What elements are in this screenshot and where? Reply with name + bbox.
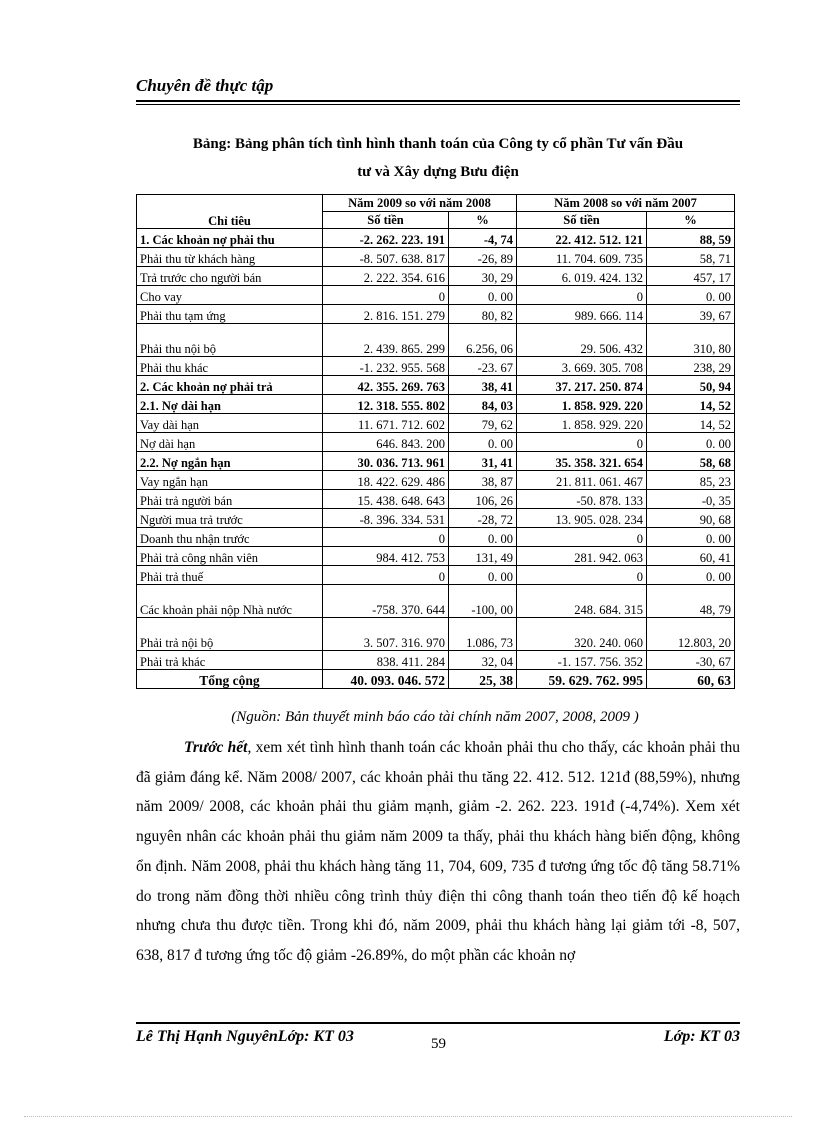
pct-2008-2007: 58, 71 xyxy=(647,248,735,267)
amount-2008-2007: 3. 669. 305. 708 xyxy=(517,357,647,376)
pct-2008-2007: 58, 68 xyxy=(647,452,735,471)
pct-2009-2008: 80, 82 xyxy=(449,305,517,324)
table-row xyxy=(137,376,735,395)
body-paragraph xyxy=(136,733,740,971)
caption-line-2: tư và Xây dựng Bưu điện xyxy=(357,164,519,180)
row-label: Phải thu từ khách hàng xyxy=(137,248,323,267)
table-caption xyxy=(136,130,740,186)
pct-2009-2008: -23. 67 xyxy=(449,357,517,376)
amount-2008-2007: 22. 412. 512. 121 xyxy=(517,229,647,248)
pct-2009-2008: 38, 41 xyxy=(449,376,517,395)
row-label: Các khoản phải nộp Nhà nước xyxy=(137,585,323,618)
row-label: Trả trước cho người bán xyxy=(137,267,323,286)
pct-2008-2007: 85, 23 xyxy=(647,471,735,490)
pct-2009-2008: 79, 62 xyxy=(449,414,517,433)
pct-2008-2007: 12.803, 20 xyxy=(647,618,735,651)
pct-2009-2008: 6.256, 06 xyxy=(449,324,517,357)
table-row xyxy=(137,357,735,376)
table-row xyxy=(137,229,735,248)
row-label: Phải thu khác xyxy=(137,357,323,376)
footer-class: Lớp: KT 03 xyxy=(663,1028,740,1045)
amount-2008-2007: 0 xyxy=(517,528,647,547)
table-row xyxy=(137,585,735,618)
row-label: Cho vay xyxy=(137,286,323,305)
amount-2009-2008: 0 xyxy=(323,566,449,585)
col-header-amount-2: Số tiền xyxy=(517,212,647,229)
pct-2008-2007: 0. 00 xyxy=(647,566,735,585)
row-label: Phải thu nội bộ xyxy=(137,324,323,357)
table-row xyxy=(137,547,735,566)
amount-2009-2008: -2. 262. 223. 191 xyxy=(323,229,449,248)
row-label: Phải trả người bán xyxy=(137,490,323,509)
amount-2008-2007: 320. 240. 060 xyxy=(517,618,647,651)
pct-2009-2008: 0. 00 xyxy=(449,286,517,305)
paragraph-lead: Trước hết xyxy=(184,739,248,756)
row-label: Phải trả nội bộ xyxy=(137,618,323,651)
pct-2009-2008: 106, 26 xyxy=(449,490,517,509)
pct-2009-2008: -100, 00 xyxy=(449,585,517,618)
col-header-amount-1: Số tiền xyxy=(323,212,449,229)
payment-analysis-table xyxy=(136,194,735,689)
table-row xyxy=(137,324,735,357)
amount-2008-2007: 29. 506. 432 xyxy=(517,324,647,357)
table-row xyxy=(137,566,735,585)
amount-2009-2008: 42. 355. 269. 763 xyxy=(323,376,449,395)
pct-2008-2007: 238, 29 xyxy=(647,357,735,376)
table-row xyxy=(137,267,735,286)
col-group-2008-2007: Năm 2008 so với năm 2007 xyxy=(517,195,735,212)
pct-2008-2007: 0. 00 xyxy=(647,433,735,452)
row-label: Nợ dài hạn xyxy=(137,433,323,452)
row-label: Phải trả khác xyxy=(137,651,323,670)
amount-2009-2008: 12. 318. 555. 802 xyxy=(323,395,449,414)
pct-2008-2007: 39, 67 xyxy=(647,305,735,324)
pct-2008-2007: 457, 17 xyxy=(647,267,735,286)
amount-2008-2007: 1. 858. 929. 220 xyxy=(517,395,647,414)
row-label: 2.1. Nợ dài hạn xyxy=(137,395,323,414)
amount-2009-2008: 2. 439. 865. 299 xyxy=(323,324,449,357)
footer-author: Lê Thị Hạnh NguyênLớp: KT 03 xyxy=(136,1028,354,1045)
pct-2008-2007: 90, 68 xyxy=(647,509,735,528)
amount-2008-2007: 248. 684. 315 xyxy=(517,585,647,618)
row-label: Vay ngắn hạn xyxy=(137,471,323,490)
header-rule-thin xyxy=(136,104,740,105)
amount-2009-2008: -758. 370. 644 xyxy=(323,585,449,618)
amount-2009-2008: 11. 671. 712. 602 xyxy=(323,414,449,433)
amount-2008-2007: -50. 878. 133 xyxy=(517,490,647,509)
amount-2008-2007: 6. 019. 424. 132 xyxy=(517,267,647,286)
pct-2009-2008: 0. 00 xyxy=(449,566,517,585)
amount-2008-2007: 0 xyxy=(517,433,647,452)
table-row xyxy=(137,248,735,267)
amount-2008-2007: 1. 858. 929. 220 xyxy=(517,414,647,433)
table-row xyxy=(137,618,735,651)
amount-2008-2007: 35. 358. 321. 654 xyxy=(517,452,647,471)
header-rule xyxy=(136,100,740,102)
amount-2009-2008: 40. 093. 046. 572 xyxy=(323,670,449,689)
pct-2009-2008: 31, 41 xyxy=(449,452,517,471)
table-row xyxy=(137,490,735,509)
amount-2009-2008: -8. 396. 334. 531 xyxy=(323,509,449,528)
pct-2009-2008: -4, 74 xyxy=(449,229,517,248)
col-group-2009-2008: Năm 2009 so với năm 2008 xyxy=(323,195,517,212)
pct-2008-2007: 60, 41 xyxy=(647,547,735,566)
table-row xyxy=(137,395,735,414)
pct-2009-2008: 30, 29 xyxy=(449,267,517,286)
amount-2008-2007: 37. 217. 250. 874 xyxy=(517,376,647,395)
table-row xyxy=(137,305,735,324)
pct-2009-2008: -26, 89 xyxy=(449,248,517,267)
caption-line-1: Bảng: Bảng phân tích tình hình thanh toán của Công ty cổ phần Tư vấn Đầu xyxy=(192,136,684,152)
table-row xyxy=(137,433,735,452)
amount-2008-2007: 0 xyxy=(517,286,647,305)
pct-2009-2008: 38, 87 xyxy=(449,471,517,490)
row-label: Phải trả công nhân viên xyxy=(137,547,323,566)
row-label: Vay dài hạn xyxy=(137,414,323,433)
row-label: 1. Các khoản nợ phải thu xyxy=(137,229,323,248)
row-label: Tổng cộng xyxy=(137,670,323,689)
amount-2009-2008: 2. 816. 151. 279 xyxy=(323,305,449,324)
footer-rule xyxy=(136,1022,740,1024)
table-row xyxy=(137,414,735,433)
table-row xyxy=(137,471,735,490)
pct-2008-2007: 14, 52 xyxy=(647,395,735,414)
amount-2009-2008: 838. 411. 284 xyxy=(323,651,449,670)
row-label: Người mua trả trước xyxy=(137,509,323,528)
col-header-pct-2: % xyxy=(647,212,735,229)
pct-2009-2008: 0. 00 xyxy=(449,433,517,452)
pct-2008-2007: 0. 00 xyxy=(647,528,735,547)
page-number: 59 xyxy=(431,1036,446,1052)
row-label: Phải trả thuế xyxy=(137,566,323,585)
pct-2008-2007: -0, 35 xyxy=(647,490,735,509)
pct-2008-2007: 60, 63 xyxy=(647,670,735,689)
table-row xyxy=(137,286,735,305)
row-label: Doanh thu nhận trước xyxy=(137,528,323,547)
row-label: 2.2. Nợ ngắn hạn xyxy=(137,452,323,471)
amount-2009-2008: 2. 222. 354. 616 xyxy=(323,267,449,286)
amount-2008-2007: 59. 629. 762. 995 xyxy=(517,670,647,689)
amount-2009-2008: 3. 507. 316. 970 xyxy=(323,618,449,651)
pct-2009-2008: 32, 04 xyxy=(449,651,517,670)
amount-2008-2007: 13. 905. 028. 234 xyxy=(517,509,647,528)
table-row xyxy=(137,670,735,689)
table-row xyxy=(137,528,735,547)
table-body xyxy=(137,229,735,689)
page-header-title: Chuyên đề thực tập xyxy=(136,76,274,95)
amount-2009-2008: 18. 422. 629. 486 xyxy=(323,471,449,490)
amount-2009-2008: 646. 843. 200 xyxy=(323,433,449,452)
row-label: 2. Các khoản nợ phải trả xyxy=(137,376,323,395)
amount-2008-2007: 281. 942. 063 xyxy=(517,547,647,566)
pct-2008-2007: 0. 00 xyxy=(647,286,735,305)
amount-2009-2008: 15. 438. 648. 643 xyxy=(323,490,449,509)
col-header-pct-1: % xyxy=(449,212,517,229)
pct-2008-2007: 14, 52 xyxy=(647,414,735,433)
amount-2009-2008: 30. 036. 713. 961 xyxy=(323,452,449,471)
amount-2009-2008: 0 xyxy=(323,528,449,547)
amount-2009-2008: 984. 412. 753 xyxy=(323,547,449,566)
amount-2009-2008: 0 xyxy=(323,286,449,305)
pct-2008-2007: -30, 67 xyxy=(647,651,735,670)
amount-2008-2007: -1. 157. 756. 352 xyxy=(517,651,647,670)
page-edge xyxy=(24,1116,792,1117)
table-row xyxy=(137,651,735,670)
amount-2008-2007: 11. 704. 609. 735 xyxy=(517,248,647,267)
row-label: Phải thu tạm ứng xyxy=(137,305,323,324)
pct-2009-2008: 131, 49 xyxy=(449,547,517,566)
pct-2009-2008: -28, 72 xyxy=(449,509,517,528)
amount-2008-2007: 0 xyxy=(517,566,647,585)
pct-2009-2008: 0. 00 xyxy=(449,528,517,547)
amount-2008-2007: 21. 811. 061. 467 xyxy=(517,471,647,490)
pct-2008-2007: 48, 79 xyxy=(647,585,735,618)
paragraph-text: , xem xét tình hình thanh toán các khoản phải thu cho thấy, các khoản phải thu đã giảm đáng kể. Năm 2008/ 2007, các khoản phải thu tăng 22. 412. 512. 121đ (88,59%), nhưng năm 2009/ 2008, các khoản phải thu giảm mạnh, giảm -2. 262. 223. 191đ (-4,74%). Xem xét nguyên nhân các khoản phải thu giảm năm 2009 ta thấy, phải thu khách hàng biến động, không ổn định. Năm 2008, phải thu khách hàng tăng 11, 704, 609, 735 đ tương ứng tốc độ tăng 58.71% do trong năm đồng thời nhiều công trình thủy điện thi công thanh toán theo tiến độ kế hoạch nhưng chưa thu được tiền. Trong khi đó, năm 2009, phải thu khách hàng lại giảm tới -8, 507, 638, 817 đ tương ứng tốc độ giảm -26.89%, do một phần các khoản nợ xyxy=(136,739,740,964)
pct-2008-2007: 88, 59 xyxy=(647,229,735,248)
pct-2009-2008: 84, 03 xyxy=(449,395,517,414)
pct-2009-2008: 1.086, 73 xyxy=(449,618,517,651)
table-row xyxy=(137,452,735,471)
pct-2008-2007: 50, 94 xyxy=(647,376,735,395)
pct-2008-2007: 310, 80 xyxy=(647,324,735,357)
amount-2009-2008: -8. 507. 638. 817 xyxy=(323,248,449,267)
amount-2009-2008: -1. 232. 955. 568 xyxy=(323,357,449,376)
table-row xyxy=(137,509,735,528)
table-source-note: (Nguồn: Bản thuyết minh báo cáo tài chính năm 2007, 2008, 2009 ) xyxy=(231,709,639,725)
col-header-label: Chỉ tiêu xyxy=(137,195,323,229)
pct-2009-2008: 25, 38 xyxy=(449,670,517,689)
amount-2008-2007: 989. 666. 114 xyxy=(517,305,647,324)
